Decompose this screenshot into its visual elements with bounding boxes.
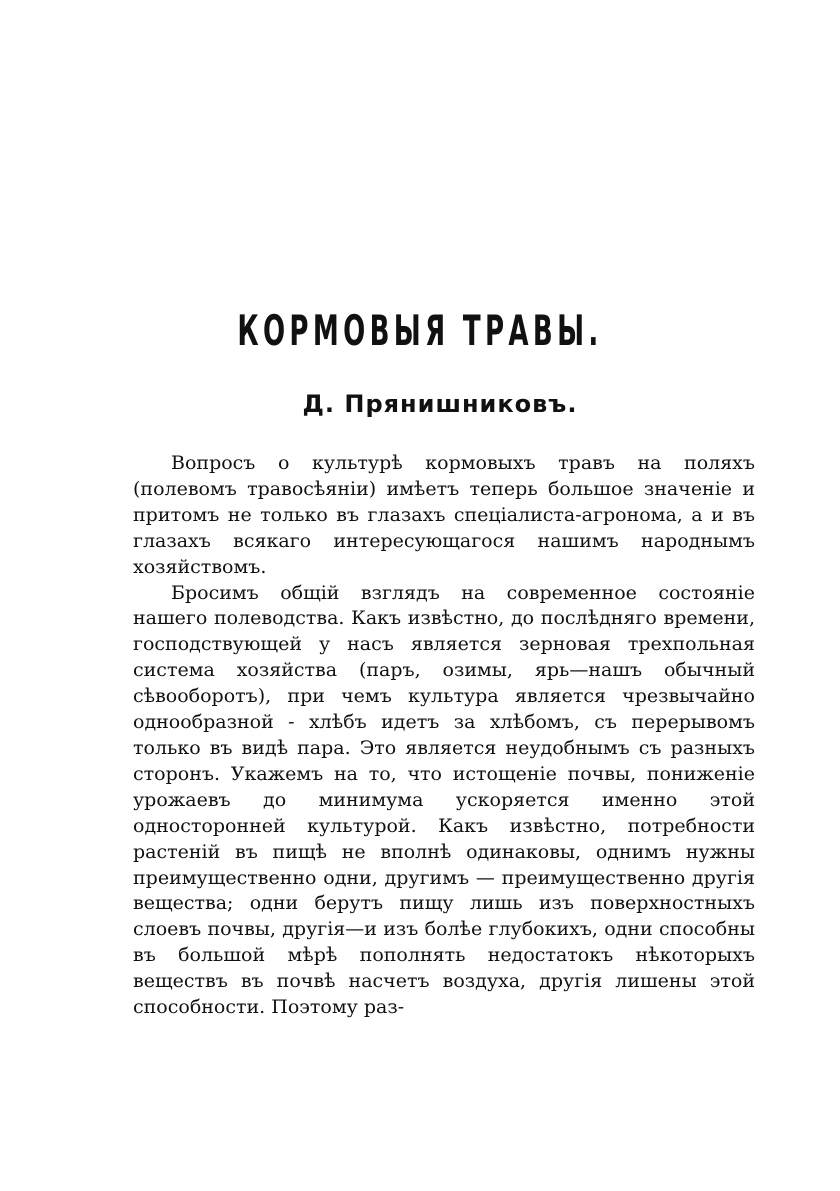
article-body	[133, 451, 755, 1021]
paragraph: Вопросъ о культурѣ кормовыхъ травъ на поляхъ (полевомъ травосѣяніи) имѣетъ теперь большое значеніе и притомъ не только въ глазахъ спеціалиста-агронома, а и въ глазахъ всякаго интересующагося нашимъ народнымъ хозяйствомъ.	[133, 452, 755, 578]
article-title: КОРМОВЫЯ ТРАВЫ.	[237, 306, 603, 355]
paragraph: Бросимъ общій взглядъ на современное состояніе нашего полеводства. Какъ извѣстно, до послѣдняго времени, господствующей у насъ является зерновая трехпольная система хозяйства (паръ, озимы, ярь—нашъ обычный сѣвооборотъ), при чемъ культура является чрезвычайно однообразной - хлѣбъ идетъ за хлѣбомъ, съ перерывомъ только въ видѣ пара. Это является неудобнымъ съ разныхъ сторонъ. Укажемъ на то, что истощеніе почвы, пониженіе урожаевъ до минимума ускоряется именно этой односторонней культурой. Какъ извѣстно, потребности растеній въ пищѣ не вполнѣ одинаковы, однимъ нужны преимущественно одни, другимъ — преимущественно другія вещества; одни берутъ пищу лишь изъ поверхностныхъ слоевъ почвы, другія—и изъ болѣе глубокихъ, одни способны въ большой мѣрѣ пополнять недостатокъ нѣкоторыхъ веществъ въ почвѣ насчетъ воздуха, другія лишены этой способности. Поэтому раз-	[133, 581, 755, 1019]
article-author: Д. Прянишниковъ.	[302, 390, 578, 418]
